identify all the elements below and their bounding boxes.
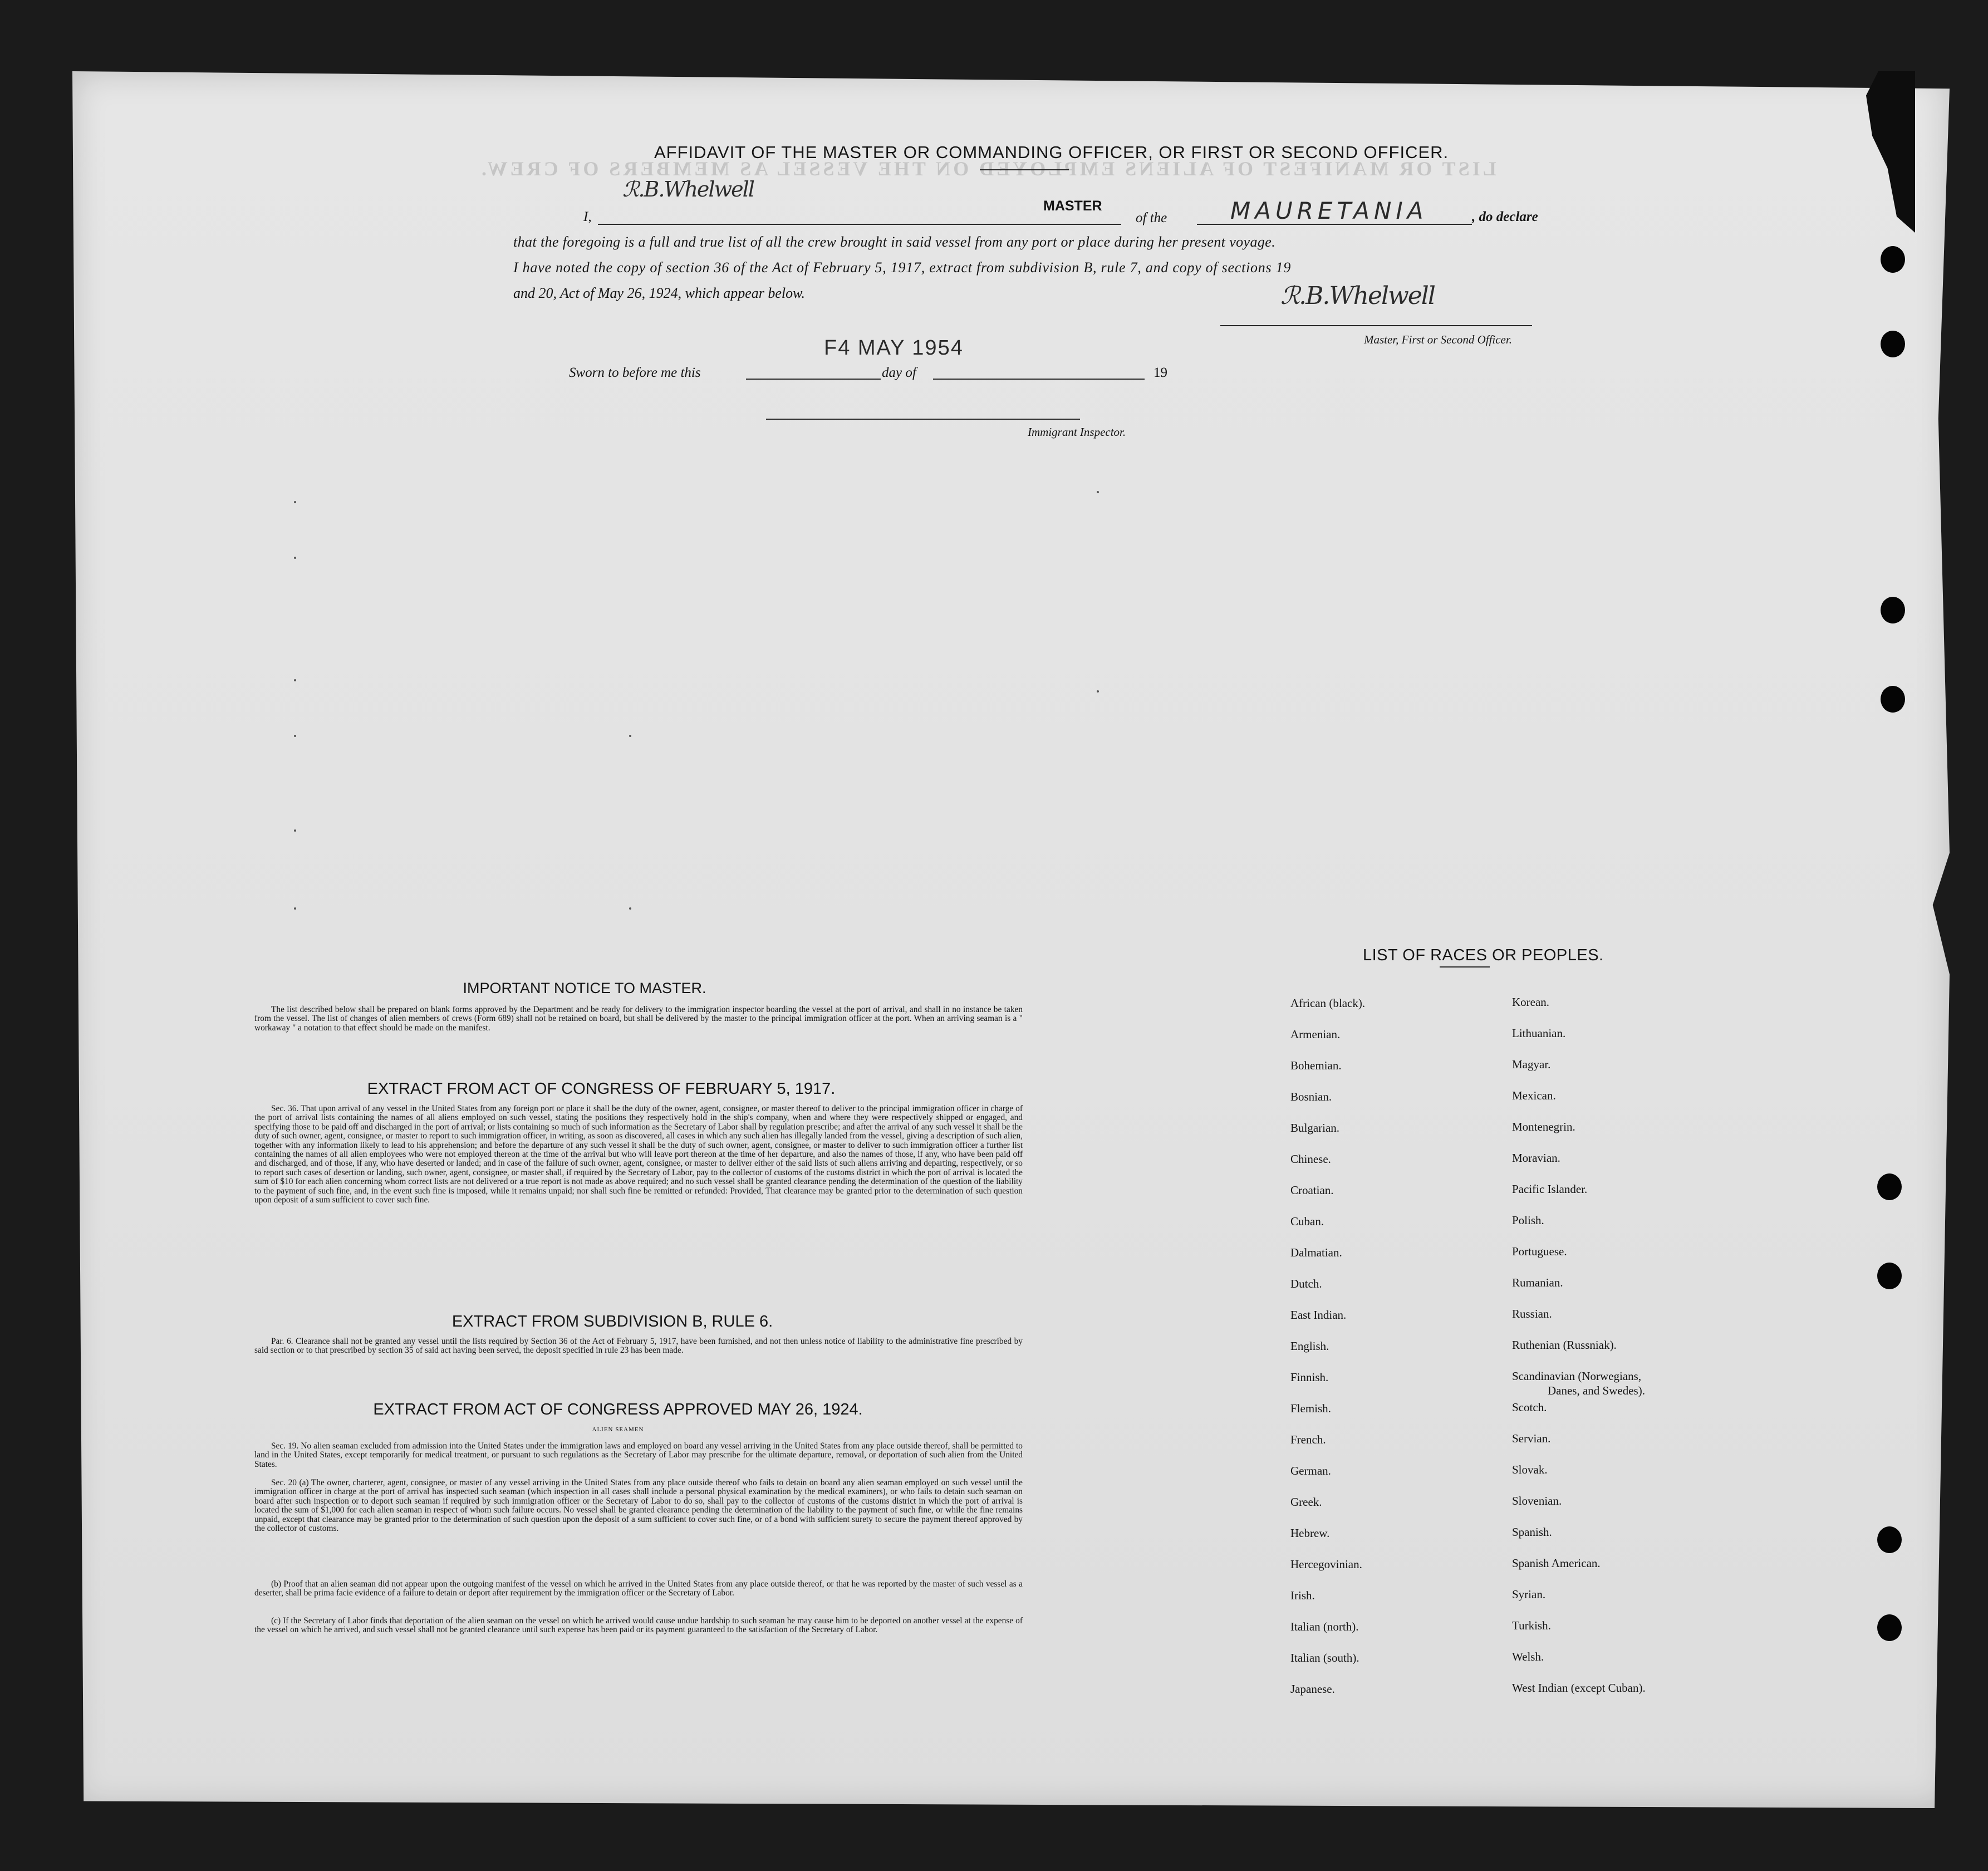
race-item: East Indian. xyxy=(1290,1308,1347,1322)
form-mark xyxy=(1097,690,1099,693)
punch-hole xyxy=(1877,1263,1902,1289)
race-item: Cuban. xyxy=(1290,1215,1324,1228)
extract-rule6-text: Par. 6. Clearance shall not be granted any vessel until the lists required by Section 36 of the Act of February 5, 1917, have been furnished, and not then unless notice of liability to the administrative fine prescribed by said section or to that prescribed by section 35 of said act having been served, the deposit specified in rule 23 has been made. xyxy=(254,1337,1023,1356)
i-label: I, xyxy=(583,209,592,224)
race-item: Danes, and Swedes). xyxy=(1548,1384,1645,1397)
extract-1924-title: EXTRACT FROM ACT OF CONGRESS APPROVED MAY 26, 1924. xyxy=(373,1401,863,1418)
extract-1917-title: EXTRACT FROM ACT OF CONGRESS OF FEBRUARY 5, 1917. xyxy=(367,1080,836,1098)
race-item: Italian (south). xyxy=(1290,1651,1359,1664)
race-item: Chinese. xyxy=(1290,1152,1331,1166)
race-item: English. xyxy=(1290,1339,1329,1353)
extract-1924-sec19: Sec. 19. No alien seaman excluded from admission into the United States under the immigration laws and employed on board any vessel arriving in the United States from any place outside thereof, shall be permitted to land in the United States, except temporarily for medical treatment, or pursuant to such regulations as the Secretary of Labor may prescribe for the ultimate departure, removal, or deportation of such alien from the United States. xyxy=(254,1441,1023,1469)
extract-rule6-title: EXTRACT FROM SUBDIVISION B, RULE 6. xyxy=(451,1313,773,1330)
races-title: LIST OF RACES OR PEOPLES. xyxy=(1363,946,1604,964)
race-item: French. xyxy=(1290,1433,1326,1446)
extract-1924-subtitle: ALIEN SEAMEN xyxy=(592,1426,644,1433)
race-item: Irish. xyxy=(1290,1589,1315,1602)
race-item: Pacific Islander. xyxy=(1512,1182,1588,1196)
race-item: Slovak. xyxy=(1512,1463,1548,1476)
date-stamp: F4 MAY 1954 xyxy=(824,336,964,360)
year-prefix: 19 xyxy=(1153,365,1167,380)
race-item: West Indian (except Cuban). xyxy=(1512,1681,1646,1695)
race-item: Dalmatian. xyxy=(1290,1246,1342,1259)
extract-1917-text: Sec. 36. That upon arrival of any vessel in the United States from any foreign port or place it shall be the duty of the owner, agent, consignee, or master thereof to deliver to the principal immigration officer in charge of the port of arrival lists containing the names of all aliens employed on such vessel, stating the positions they respectively hold in the ship's company, when and where they were respectively shipped or engaged, and specifying those to be paid off and discharged in the port of arrival; or lists containing so much of such information as the Secretary of Labor shall by regulation prescribe; and after the arrival of any such vessel it shall be the duty of such owner, agent, consignee, or master to report to such immigration officer, in writing, as soon as discovered, all cases in which any such alien has illegally landed from the vessel, giving a description of such alien, together with any information likely to lead to his apprehension; and before the departure of any such vessel it shall be the duty of such owner, agent, consignee, or master to deliver to such immigration officer a further list containing the names of all alien employees who were not employed thereon at the time of the arrival but who will leave port thereon at the time of her departure, and also the names of those, if any, who have been paid off and discharged, and of those, if any, who have deserted or landed; and in case of the failure of such owner, agent, consignee, or master to deliver either of the said lists of such aliens arriving and departing, respectively, or so to report such cases of desertion or landing, such owner, agent, consignee, or master shall, if required by the Secretary of Labor, pay to the collector of customs of the customs district in which the port of arrival is located the sum of $10 for each alien concerning whom correct lists are not delivered or a true report is not made as above required; and no such vessel shall be granted clearance pending the determination of the question of the liability to the payment of such fine, and, in the event such fine is imposed, while it remains unpaid; nor shall such fine be remitted or refunded: Provided, That clearance may be granted prior to the determination of such question upon deposit of a sum sufficient to cover such fine. xyxy=(254,1104,1023,1205)
do-declare-label: , do declare xyxy=(1472,209,1538,224)
signature-line xyxy=(1220,325,1532,326)
race-item: Spanish American. xyxy=(1512,1556,1601,1570)
sworn-label: Sworn to before me this xyxy=(569,365,701,380)
punch-hole xyxy=(1877,1173,1902,1200)
race-item: Ruthenian (Russniak). xyxy=(1512,1338,1617,1352)
race-item: Italian (north). xyxy=(1290,1620,1359,1633)
race-item: Bosnian. xyxy=(1290,1090,1332,1103)
master-signature-bottom: ℛ.B.Whelwell xyxy=(1280,282,1435,310)
race-item: Lithuanian. xyxy=(1512,1027,1566,1040)
race-item: Spanish. xyxy=(1512,1525,1552,1539)
race-item: Magyar. xyxy=(1512,1058,1551,1071)
race-item: Portuguese. xyxy=(1512,1245,1567,1258)
punch-hole xyxy=(1881,331,1905,357)
race-item: Moravian. xyxy=(1512,1151,1560,1165)
punch-hole xyxy=(1881,246,1905,273)
day-of-label: day of xyxy=(882,365,916,380)
of-the-label: of the xyxy=(1136,210,1167,225)
race-item: Polish. xyxy=(1512,1214,1544,1227)
race-item: Armenian. xyxy=(1290,1028,1341,1041)
form-mark xyxy=(294,735,296,737)
form-mark xyxy=(1097,491,1099,493)
sworn-day-line xyxy=(746,379,881,380)
race-item: Korean. xyxy=(1512,995,1550,1009)
punch-hole xyxy=(1881,686,1905,713)
form-mark xyxy=(294,679,296,681)
extract-1924-sec20b: (b) Proof that an alien seaman did not appear upon the outgoing manifest of the vessel on which he arrived in the United States from any place outside thereof, or that he was reported by the master of such vessel as a deserter, shall be prima facie evidence of a failure to detain or deport after requirement by the immigration officer or the Secretary of Labor. xyxy=(254,1579,1023,1598)
race-item: Syrian. xyxy=(1512,1588,1546,1601)
race-item: Bulgarian. xyxy=(1290,1121,1340,1135)
notice-text: The list described below shall be prepared on blank forms approved by the Department and be ready for delivery to the immigration inspector boarding the vessel at the port of arrival, and shall in no instance be taken from the vessel. The list of changes of alien members of crews (Form 689) shall not be retained on board, but shall be delivered by the master to the principal immigration officer at the port. When an arriving seaman is a " workaway " a notation to that effect should be made on the manifest. xyxy=(254,1005,1023,1033)
bleed-through-heading: LIST OR MANIFEST OF ALIENS EMPLOYED ON THE VESSEL AS MEMBERS OF CREW. xyxy=(479,158,1496,180)
race-item: Scandinavian (Norwegians, xyxy=(1512,1369,1642,1383)
race-item: African (black). xyxy=(1290,996,1366,1010)
vessel-name: MAURETANIA xyxy=(1230,197,1428,224)
race-item: Japanese. xyxy=(1290,1682,1335,1696)
race-item: Rumanian. xyxy=(1512,1276,1563,1289)
race-item: Turkish. xyxy=(1512,1619,1551,1632)
race-item: Welsh. xyxy=(1512,1650,1544,1663)
race-item: Greek. xyxy=(1290,1495,1322,1509)
race-item: Scotch. xyxy=(1512,1401,1547,1414)
race-item: Servian. xyxy=(1512,1432,1551,1445)
affidavit-title: AFFIDAVIT OF THE MASTER OR COMMANDING OFFICER, OR FIRST OR SECOND OFFICER. xyxy=(654,143,1449,162)
extract-1924-sec20c: (c) If the Secretary of Labor finds that deportation of the alien seaman on the vessel on which he arrived would cause undue hardship to such seaman he may cause him to be deported on another vessel at the expense of the vessel on which he arrived, and such vessel shall not be granted clearance until such expense has been paid or its payment guaranteed to the satisfaction of the Secretary of Labor. xyxy=(254,1616,1023,1635)
document-page xyxy=(72,71,1950,1808)
race-item: German. xyxy=(1290,1464,1331,1477)
form-mark xyxy=(629,735,631,737)
inspector-line xyxy=(766,419,1080,420)
affidavit-line-3: and 20, Act of May 26, 1924, which appear below. xyxy=(513,285,806,301)
inspector-caption: Immigrant Inspector. xyxy=(1028,425,1126,439)
notice-title: IMPORTANT NOTICE TO MASTER. xyxy=(463,980,706,996)
extract-1924-sec20a: Sec. 20 (a) The owner, charterer, agent, consignee, or master of any vessel arriving in the United States from any place outside thereof who fails to detain on board any alien seaman employed on such vessel until the immigration officer in charge at the port of arrival has inspected such seaman (which inspection in all cases shall include a personal physical examination by the medical examiners), or who fails to detain such seaman on board after such inspection or to deport such seaman if required by such immigration officer or the Secretary of Labor to do so, shall pay to the collector of customs of the customs district in which the port of arrival is located the sum of $1,000 for each alien seaman in respect of whom such failure occurs. No vessel shall be granted clearance pending the determination of the liability to the payment of such fine, or while the fine remains unpaid, except that clearance may be granted prior to the determination of such question upon the deposit of a sum sufficient to cover such fine, or of a bond with sufficient surety to secure the payment thereof approved by the collector of customs. xyxy=(254,1478,1023,1534)
race-item: Finnish. xyxy=(1290,1371,1329,1384)
race-item: Russian. xyxy=(1512,1307,1552,1320)
race-item: Bohemian. xyxy=(1290,1059,1342,1072)
signature-caption: Master, First or Second Officer. xyxy=(1364,333,1512,346)
name-line xyxy=(598,224,1121,225)
rank-text: MASTER xyxy=(1043,198,1102,214)
race-item: Hercegovinian. xyxy=(1290,1558,1362,1571)
race-item: Flemish. xyxy=(1290,1402,1331,1415)
master-signature-top: ℛ.B.Whelwell xyxy=(622,177,754,202)
race-item: Mexican. xyxy=(1512,1089,1556,1102)
punch-hole xyxy=(1881,597,1905,623)
form-mark xyxy=(294,907,296,910)
race-item: Hebrew. xyxy=(1290,1526,1330,1540)
punch-hole xyxy=(1877,1526,1902,1553)
affidavit-line-2: I have noted the copy of section 36 of the Act of February 5, 1917, extract from subdivision B, rule 7, and copy of sections 19 xyxy=(513,259,1292,276)
race-item: Croatian. xyxy=(1290,1184,1334,1197)
form-mark xyxy=(294,501,296,503)
form-mark xyxy=(294,557,296,559)
races-title-underline xyxy=(1440,966,1490,968)
title-underline xyxy=(980,169,1069,170)
punch-hole xyxy=(1877,1614,1902,1641)
form-mark xyxy=(294,829,296,832)
sworn-month-line xyxy=(933,379,1145,380)
form-mark xyxy=(629,907,631,910)
race-item: Montenegrin. xyxy=(1512,1120,1575,1133)
affidavit-line-1: that the foregoing is a full and true list of all the crew brought in said vessel from any port or place during her present voyage. xyxy=(513,234,1276,250)
race-item: Dutch. xyxy=(1290,1277,1322,1290)
race-item: Slovenian. xyxy=(1512,1494,1562,1507)
